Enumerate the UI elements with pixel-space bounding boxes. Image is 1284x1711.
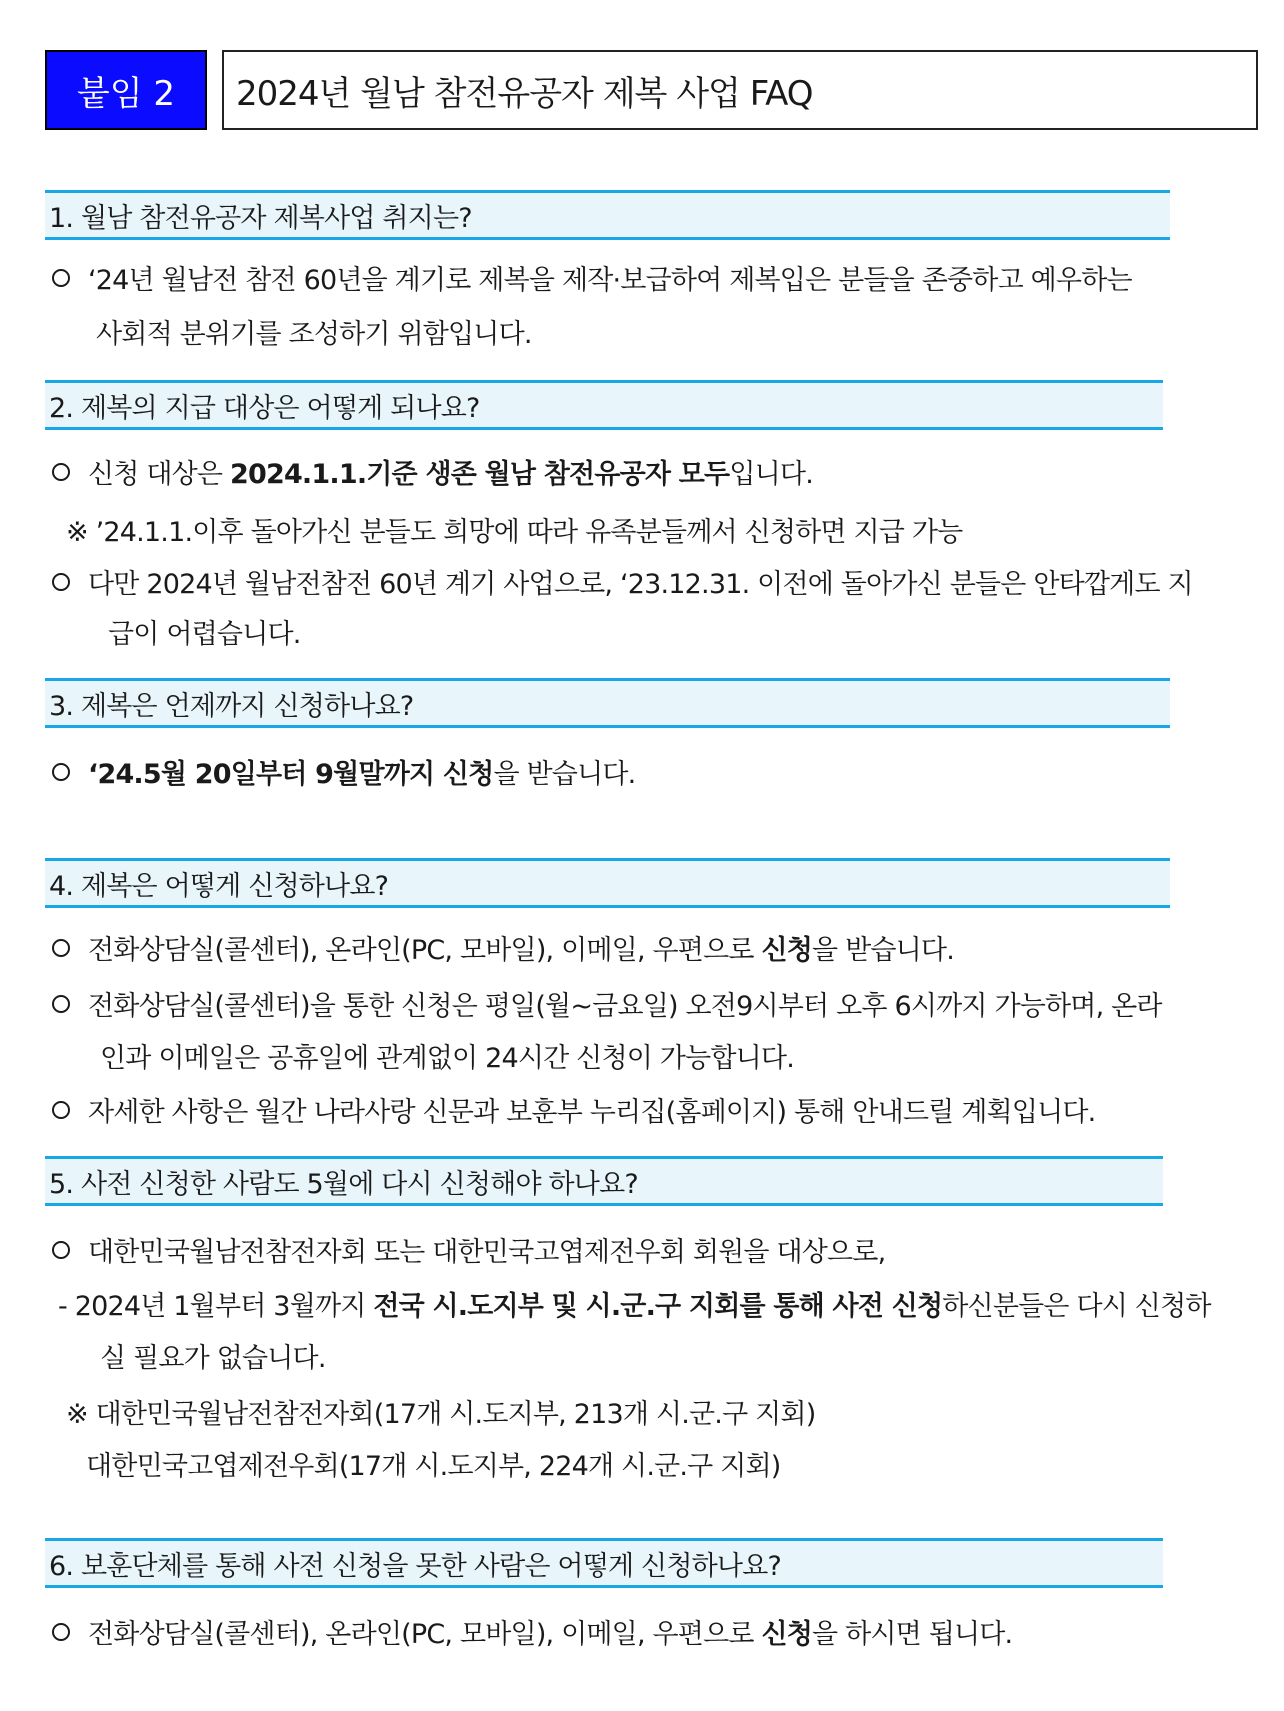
attachment-badge: 붙임 2 — [45, 50, 207, 130]
faq-answer-2-line-4: 급이 어렵습니다. — [108, 619, 301, 650]
faq-question-3: 3. 제복은 언제까지 신청하나요? — [45, 678, 1170, 728]
faq-answer-5-note-1: ※ 대한민국월남전참전자회(17개 시.도지부, 213개 시.군.구 지회) — [66, 1399, 816, 1430]
circle-bullet-icon — [52, 939, 70, 957]
faq-question-2: 2. 제복의 지급 대상은 어떻게 되나요? — [45, 380, 1163, 430]
faq-question-5: 5. 사전 신청한 사람도 5월에 다시 신청해야 하나요? — [45, 1156, 1163, 1206]
faq-answer-5-line-2: - 2024년 1월부터 3월까지 전국 시.도지부 및 시.군.구 지회를 통해 사전 신청하신분들은 다시 신청하 — [58, 1291, 1211, 1322]
circle-bullet-icon — [52, 1623, 70, 1641]
faq-answer-4-line-2: 전화상담실(콜센터)을 통한 신청은 평일(월~금요일) 오전9시부터 오후 6시까지 가능하며, 온라 — [52, 984, 1162, 1023]
circle-bullet-icon — [52, 763, 70, 781]
circle-bullet-icon — [52, 1241, 70, 1259]
faq-question-6: 6. 보훈단체를 통해 사전 신청을 못한 사람은 어떻게 신청하나요? — [45, 1538, 1163, 1588]
faq-answer-1-line-1: ‘24년 월남전 참전 60년을 계기로 제복을 제작·보급하여 제복입은 분들을 존중하고 예우하는 — [52, 258, 1132, 297]
faq-answer-2-line-1: 신청 대상은 2024.1.1.기준 생존 월남 참전유공자 모두입니다. — [52, 452, 813, 491]
faq-answer-5-line-1: 대한민국월남전참전자회 또는 대한민국고엽제전우회 회원을 대상으로, — [52, 1230, 885, 1269]
circle-bullet-icon — [52, 1101, 70, 1119]
circle-bullet-icon — [52, 995, 70, 1013]
faq-answer-4-line-4: 자세한 사항은 월간 나라사랑 신문과 보훈부 누리집(홈페이지) 통해 안내드릴 계획입니다. — [52, 1090, 1095, 1129]
faq-answer-6-line-1: 전화상담실(콜센터), 온라인(PC, 모바일), 이메일, 우편으로 신청을 하시면 됩니다. — [52, 1612, 1012, 1651]
faq-answer-3-line-1: ‘24.5월 20일부터 9월말까지 신청을 받습니다. — [52, 752, 635, 791]
circle-bullet-icon — [52, 463, 70, 481]
circle-bullet-icon — [52, 573, 70, 591]
faq-question-1: 1. 월남 참전유공자 제복사업 취지는? — [45, 190, 1170, 240]
faq-answer-2-line-3: 다만 2024년 월남전참전 60년 계기 사업으로, ‘23.12.31. 이전에 돌아가신 분들은 안타깝게도 지 — [52, 562, 1193, 601]
faq-answer-4-line-3: 인과 이메일은 공휴일에 관계없이 24시간 신청이 가능합니다. — [100, 1043, 795, 1074]
faq-answer-5-note-2: 대한민국고엽제전우회(17개 시.도지부, 224개 시.군.구 지회) — [86, 1451, 781, 1482]
faq-answer-2-note: ※ ’24.1.1.이후 돌아가신 분들도 희망에 따라 유족분들께서 신청하면 지급 가능 — [66, 517, 963, 548]
faq-answer-4-line-1: 전화상담실(콜센터), 온라인(PC, 모바일), 이메일, 우편으로 신청을 받습니다. — [52, 928, 954, 967]
circle-bullet-icon — [52, 269, 70, 287]
faq-answer-1-line-2: 사회적 분위기를 조성하기 위함입니다. — [96, 319, 532, 350]
faq-answer-5-line-3: 실 필요가 없습니다. — [100, 1343, 326, 1374]
document-title: 2024년 월남 참전유공자 제복 사업 FAQ — [222, 50, 1258, 130]
faq-question-4: 4. 제복은 어떻게 신청하나요? — [45, 858, 1170, 908]
